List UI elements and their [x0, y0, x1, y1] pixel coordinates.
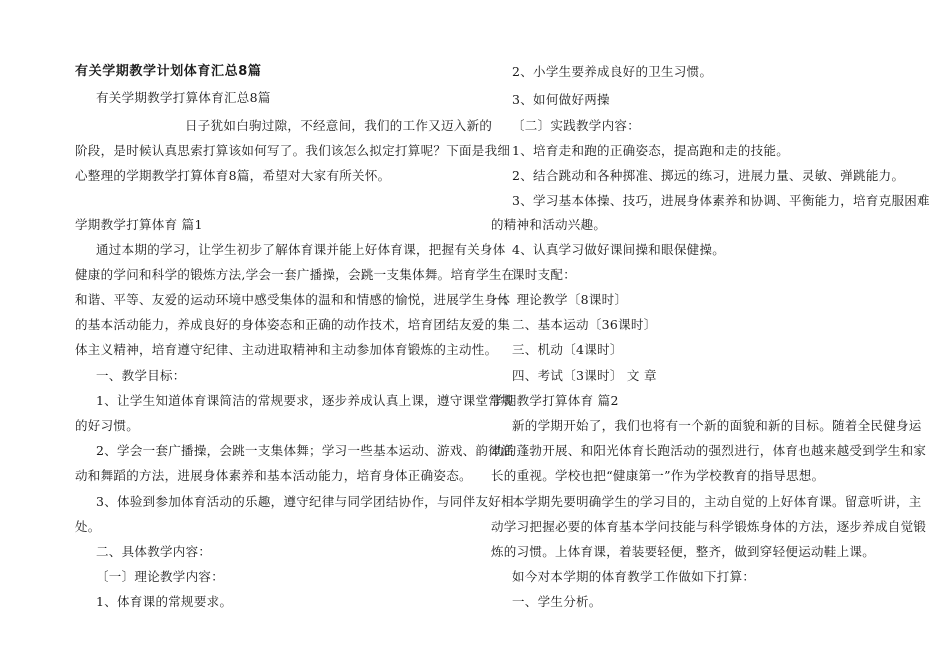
paragraph-line: 2、小学生要养成良好的卫生习惯。 [512, 64, 713, 79]
paragraph-line: 如今对本学期的体育教学工作做如下打算： [512, 569, 756, 584]
document-subtitle: 有关学期教学打算体育汇总8篇 [96, 90, 271, 105]
paragraph-line: 处。 [75, 519, 101, 534]
section-heading: 学期教学打算体育 篇1 [75, 217, 203, 232]
paragraph-line: 心整理的学期教学打算体育8篇，希望对大家有所关怀。 [75, 168, 391, 183]
paragraph-line: 二、基本运动〔36课时〕 [512, 317, 657, 332]
paragraph-line: 炼的习惯。上体育课，着装要轻便，整齐，做到穿轻便运动鞋上课。 [491, 544, 876, 559]
paragraph-line: 3、学习基本体操、技巧，进展身体素养和协调、平衡能力，培育克服困难 [512, 193, 930, 208]
paragraph-line: 三、机动〔4课时〕 [512, 342, 623, 357]
paragraph-line: 日子犹如白驹过隙，不经意间，我们的工作又迈入新的 [185, 118, 493, 133]
paragraph-line: 长的重视。学校也把“健康第一”作为学校教育的指导思想。 [491, 468, 825, 483]
paragraph-line: 二、具体教学内容： [96, 544, 212, 559]
paragraph-line: 通过本期的学习，让学生初步了解体育课并能上好体育课，把握有关身体 [96, 242, 506, 257]
paragraph-line: 1、让学生知道体育课简洁的常规要求，逐步养成认真上课，遵守课堂常规 [96, 393, 514, 408]
paragraph-line: 的好习惯。 [75, 418, 140, 433]
paragraph-line: 新的学期开始了，我们也将有一个新的面貌和新的目标。随着全民健身运 [512, 418, 922, 433]
paragraph-line: 1、体育课的常规要求。 [96, 594, 233, 609]
paragraph-line: 动学习把握必要的体育基本学问技能与科学锻炼身体的方法，逐步养成自觉锻 [491, 519, 927, 534]
paragraph-line: 4、认真学习做好课间操和眼保健操。 [512, 242, 726, 257]
section-heading: 学期教学打算体育 篇2 [491, 393, 619, 408]
paragraph-line: 3、如何做好两操 [512, 92, 610, 107]
paragraph-line: 四、考试〔3课时〕 文 章 [512, 368, 657, 383]
paragraph-line: 2、学会一套广播操，会跳一支集体舞；学习一些基本运动、游戏、韵律活 [96, 443, 514, 458]
paragraph-line: 的基本活动能力，养成良好的身体姿态和正确的动作技术，培育团结友爱的集 [75, 317, 511, 332]
document-title: 有关学期教学计划体育汇总8篇 [75, 64, 262, 79]
paragraph-line: 一、学生分析。 [512, 594, 602, 609]
paragraph-line: 体主义精神，培育遵守纪律、主动进取精神和主动参加体育锻炼的主动性。 [75, 342, 498, 357]
paragraph-line: 阶段，是时候认真思索打算该如何写了。我们该怎么拟定打算呢？下面是我细 [75, 143, 511, 158]
paragraph-line: 动和舞蹈的方法，进展身体素养和基本活动能力，培育身体正确姿态。 [75, 468, 472, 483]
paragraph-line: 3、体验到参加体育活动的乐趣，遵守纪律与同学团结协作，与同伴友好相 [96, 494, 514, 509]
paragraph-line: 〔二〕实践教学内容： [512, 118, 641, 133]
paragraph-line: 的精神和活动兴趣。 [491, 217, 607, 232]
paragraph-line: 1、培育走和跑的正确姿态，提高跑和走的技能。 [512, 143, 790, 158]
paragraph-line: 动的蓬勃开展、和阳光体育长跑活动的强烈进行，体育也越来越受到学生和家 [491, 443, 927, 458]
paragraph-line: 课时支配： [512, 267, 577, 282]
paragraph-line: 和谐、平等、友爱的运动环境中感受集体的温和和情感的愉悦，进展学生身体 [75, 292, 511, 307]
paragraph-line: 〔一〕理论教学内容： [96, 569, 225, 584]
paragraph-line: 本学期先要明确学生的学习目的，主动自觉的上好体育课。留意听讲，主 [512, 494, 922, 509]
paragraph-line: 一、理论教学〔8课时〕 [491, 292, 628, 307]
paragraph-line: 2、结合跳动和各种掷准、掷远的练习，进展力量、灵敏、弹跳能力。 [512, 168, 905, 183]
paragraph-line: 健康的学问和科学的锻炼方法,学会一套广播操，会跳一支集体舞。培育学生在 [75, 267, 515, 282]
paragraph-line: 一、教学目标： [96, 368, 186, 383]
